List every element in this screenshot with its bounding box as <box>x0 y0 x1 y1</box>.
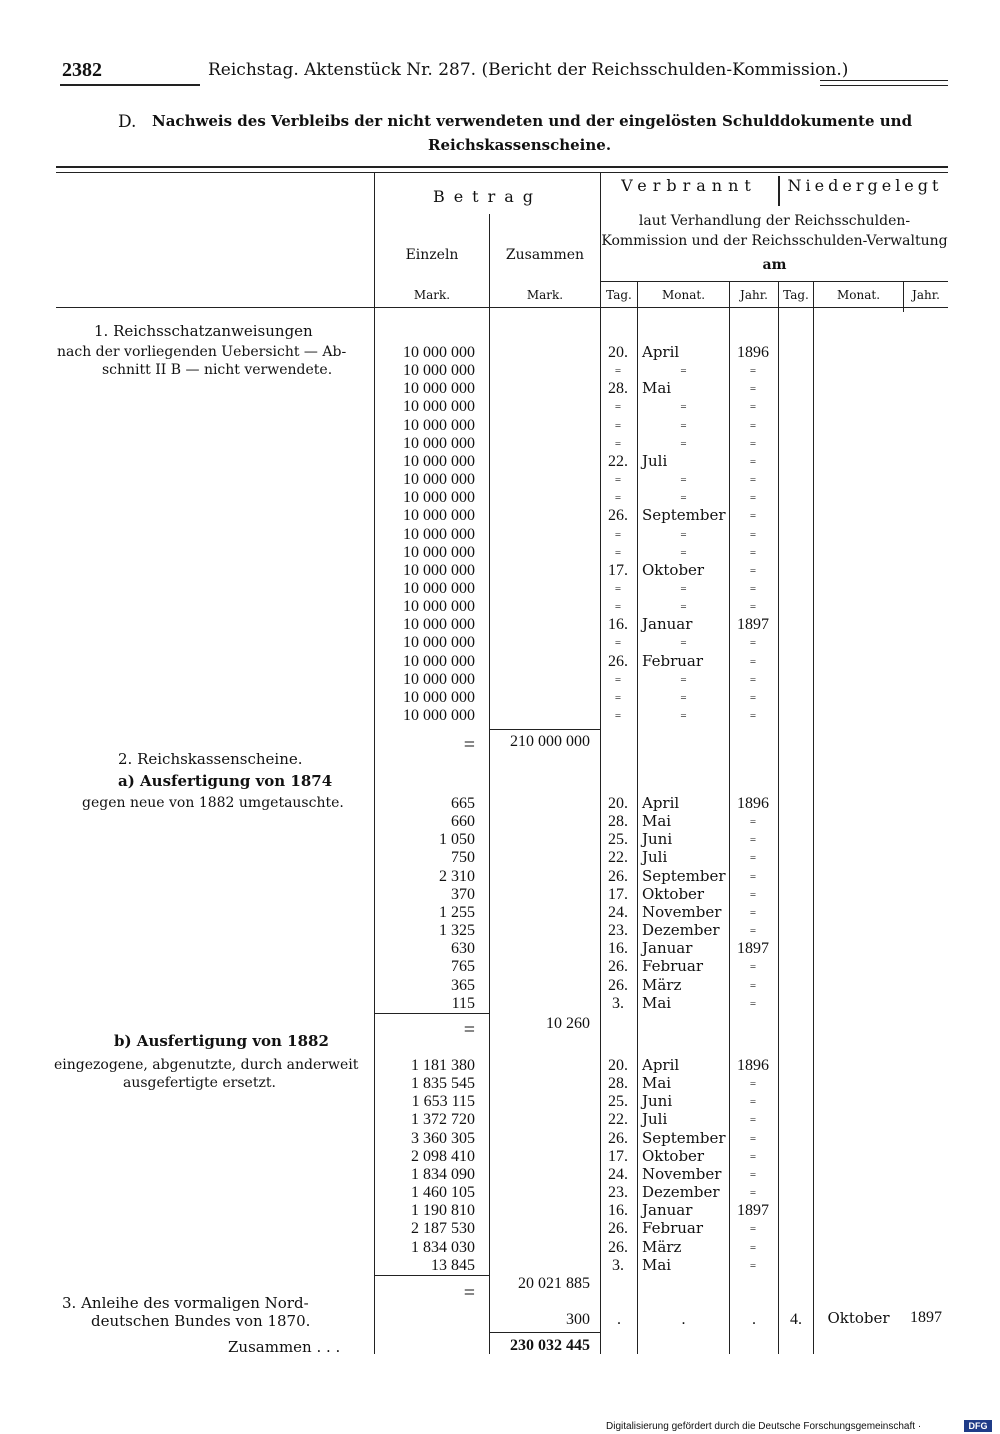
cell-monat: April <box>642 1056 680 1074</box>
cell-monat: Mai <box>642 812 672 831</box>
cell-monat: April <box>642 343 680 361</box>
cell-jahr: = <box>749 564 757 577</box>
betrag-rule <box>490 214 600 215</box>
cell-tag: 17. <box>608 885 628 903</box>
header-laut-line1: laut Verhandlung der Reichsschulden- <box>638 213 911 229</box>
section3-verbrannt-monat: . <box>681 1311 686 1328</box>
cell-monat: = <box>680 601 687 614</box>
cell-tag: 28. <box>608 813 628 831</box>
grand-total-value: 230 032 445 <box>510 1337 590 1354</box>
header-bottom-rule <box>56 307 948 308</box>
cell-monat: = <box>680 437 687 450</box>
cell-tag: = <box>614 601 622 614</box>
section2b-total: 20 021 885 <box>518 1275 590 1292</box>
cell-einzeln: 10 000 000 <box>403 634 475 652</box>
cell-tag: 26. <box>608 1238 628 1256</box>
cell-einzeln: 665 <box>451 795 475 812</box>
header-niedergelegt: Niedergelegt <box>787 176 943 195</box>
cell-monat: Januar <box>642 1201 693 1220</box>
grand-total-rule <box>490 1332 600 1333</box>
section2-sub-a: a) Ausfertigung von 1874 <box>118 772 333 790</box>
cell-jahr: = <box>749 655 757 668</box>
header-tag-2: Tag. <box>783 288 809 302</box>
cell-tag: 25. <box>608 1093 628 1111</box>
cell-jahr: 1896 <box>737 795 769 812</box>
cell-monat: = <box>680 710 687 722</box>
section3-zusammen: 300 <box>566 1311 590 1328</box>
cell-tag: 26. <box>608 867 628 885</box>
cell-tag: 16. <box>608 1202 628 1220</box>
cell-tag: 22. <box>608 452 628 470</box>
header-laut-line2: Kommission und der Reichsschulden-Verwaltung <box>601 233 948 249</box>
cell-monat: Januar <box>642 615 693 634</box>
cell-einzeln: 370 <box>451 885 475 903</box>
cell-einzeln: 10 000 000 <box>403 561 475 579</box>
cell-einzeln: 2 310 <box>439 867 475 885</box>
cell-tag: 16. <box>608 616 628 634</box>
cell-jahr: = <box>749 870 757 883</box>
cell-monat: Januar <box>642 939 693 958</box>
col-line-tag2-left <box>778 282 779 1354</box>
cell-monat: Mai <box>642 1074 672 1093</box>
cell-monat: = <box>680 419 687 432</box>
section2b-total-rule <box>375 1275 489 1276</box>
section1-total-mark: = <box>463 734 475 756</box>
cell-tag: 26. <box>608 652 628 670</box>
cell-tag: = <box>614 437 622 450</box>
cell-tag: 26. <box>608 976 628 994</box>
cell-monat: = <box>680 401 687 414</box>
cell-einzeln: 1 835 545 <box>411 1075 475 1093</box>
cell-tag: 25. <box>608 831 628 849</box>
header-verbrannt: Verbrannt <box>621 176 757 195</box>
cell-einzeln: 2 187 530 <box>411 1220 475 1238</box>
cell-einzeln: 10 000 000 <box>403 452 475 470</box>
cell-einzeln: 10 000 000 <box>403 579 475 597</box>
cell-einzeln: 1 181 380 <box>411 1057 475 1074</box>
section2-sub-b-desc1: eingezogene, abgenutzte, durch anderweit <box>54 1057 359 1073</box>
cell-tag: 24. <box>608 903 628 921</box>
table-top-rule-thin <box>56 172 948 173</box>
cell-tag: 20. <box>608 1057 628 1074</box>
cell-jahr: = <box>749 852 757 865</box>
col-line-zusammen-left <box>489 214 490 1354</box>
cell-jahr: = <box>749 834 757 847</box>
cell-monat: = <box>680 492 687 505</box>
cell-monat: = <box>680 365 687 378</box>
cell-monat: Mai <box>642 993 672 1012</box>
cell-monat: Juli <box>642 1110 668 1129</box>
cell-tag: = <box>614 401 622 414</box>
header-betrag: Betrag <box>432 187 543 206</box>
section2b-total-mark: = <box>463 1282 475 1304</box>
section2-sub-b: b) Ausfertigung von 1882 <box>114 1032 329 1050</box>
cell-tag: 28. <box>608 1075 628 1093</box>
cell-jahr: = <box>749 1114 757 1127</box>
cell-tag: 17. <box>608 561 628 579</box>
cell-jahr: = <box>749 1096 757 1109</box>
cell-monat: Juni <box>642 830 673 849</box>
cell-monat: September <box>642 866 726 885</box>
grand-total-label: Zusammen . . . <box>228 1338 341 1356</box>
cell-einzeln: 10 000 000 <box>403 525 475 543</box>
cell-tag: = <box>614 528 622 541</box>
cell-jahr: 1896 <box>737 1057 769 1074</box>
cell-jahr: 1897 <box>737 1202 769 1220</box>
cell-jahr: = <box>749 1241 757 1254</box>
cell-einzeln: 365 <box>451 976 475 994</box>
section3-verbrannt-jahr: . <box>752 1311 756 1328</box>
cell-tag: 17. <box>608 1147 628 1165</box>
cell-monat: = <box>680 474 687 487</box>
cell-monat: März <box>642 1237 682 1256</box>
cell-einzeln: 3 360 305 <box>411 1129 475 1147</box>
section-letter: D. <box>118 112 137 132</box>
cell-einzeln: 1 325 <box>439 922 475 940</box>
cell-tag: 26. <box>608 1220 628 1238</box>
cell-tag: 20. <box>608 795 628 812</box>
section1-desc-line2: schnitt II B — nicht verwendete. <box>102 362 333 378</box>
header-am: am <box>762 257 787 273</box>
cell-tag: 3. <box>612 1256 624 1274</box>
cell-jahr: = <box>749 510 757 523</box>
cell-jahr: = <box>749 925 757 938</box>
cell-einzeln: 10 000 000 <box>403 688 475 706</box>
cell-einzeln: 10 000 000 <box>403 616 475 634</box>
cell-einzeln: 630 <box>451 940 475 958</box>
header-rule-right <box>820 80 948 81</box>
cell-jahr: 1896 <box>737 344 769 361</box>
cell-jahr: = <box>749 365 757 378</box>
cell-einzeln: 10 000 000 <box>403 344 475 361</box>
table-top-rule <box>56 166 948 168</box>
cell-tag: 26. <box>608 507 628 525</box>
cell-monat: März <box>642 975 682 994</box>
cell-jahr: = <box>749 1078 757 1091</box>
cell-jahr: = <box>749 582 757 595</box>
header-mark-zusammen: Mark. <box>526 288 564 302</box>
cell-tag: = <box>614 691 622 704</box>
cell-jahr: = <box>749 401 757 414</box>
cell-tag: 26. <box>608 958 628 976</box>
header-einzeln: Einzeln <box>405 247 459 263</box>
section3-heading-line2: deutschen Bundes von 1870. <box>91 1312 311 1330</box>
page-number: 2382 <box>62 59 102 81</box>
cell-tag: = <box>614 474 622 487</box>
cell-monat: = <box>680 637 687 650</box>
cell-jahr: = <box>749 1187 757 1200</box>
cell-monat: Oktober <box>642 884 705 903</box>
cell-monat: November <box>642 1164 722 1183</box>
cell-monat: Februar <box>642 1219 704 1238</box>
cell-jahr: = <box>749 1259 757 1272</box>
cell-jahr: = <box>749 1150 757 1163</box>
section2-sub-a-desc: gegen neue von 1882 umgetauschte. <box>82 795 344 811</box>
cell-monat: Februar <box>642 651 704 670</box>
cell-jahr: = <box>749 961 757 974</box>
cell-einzeln: 10 000 000 <box>403 489 475 507</box>
footer-credit: Digitalisierung gefördert durch die Deutsche Forschungsgemeinschaft · <box>606 1421 922 1432</box>
col-line-monat2-left <box>813 282 814 1354</box>
header-monat-2: Monat. <box>836 288 881 302</box>
cell-monat: = <box>680 582 687 595</box>
cell-tag: 26. <box>608 1129 628 1147</box>
cell-einzeln: 1 050 <box>439 831 475 849</box>
cell-jahr: = <box>749 1132 757 1145</box>
cell-tag: = <box>614 419 622 432</box>
cell-jahr: = <box>749 710 757 722</box>
cell-jahr: = <box>749 528 757 541</box>
cell-einzeln: 1 653 115 <box>411 1093 475 1111</box>
cell-monat: Juni <box>642 1092 673 1111</box>
cell-tag: = <box>614 546 622 559</box>
cell-jahr: = <box>749 888 757 901</box>
cell-einzeln: 1 372 720 <box>411 1111 475 1129</box>
cell-jahr: = <box>749 474 757 487</box>
cell-tag: 28. <box>608 380 628 398</box>
cell-einzeln: 765 <box>451 958 475 976</box>
cell-tag: = <box>614 673 622 686</box>
cell-einzeln: 13 845 <box>431 1256 475 1274</box>
cell-jahr: = <box>749 637 757 650</box>
cell-monat: = <box>680 691 687 704</box>
cell-jahr: 1897 <box>737 940 769 958</box>
header-monat-1: Monat. <box>661 288 706 302</box>
cell-einzeln: 10 000 000 <box>403 507 475 525</box>
cell-jahr: = <box>749 419 757 432</box>
cell-jahr: = <box>749 1223 757 1236</box>
cell-einzeln: 10 000 000 <box>403 707 475 724</box>
cell-jahr: = <box>749 437 757 450</box>
section3-jahr: 1897 <box>910 1309 942 1326</box>
header-zusammen: Zusammen <box>505 247 585 263</box>
cell-einzeln: 750 <box>451 849 475 867</box>
cell-tag: = <box>614 710 622 722</box>
dfg-logo: DFG <box>964 1420 992 1432</box>
cell-einzeln: 1 255 <box>439 903 475 921</box>
header-jahr-1: Jahr. <box>740 288 768 302</box>
cell-einzeln: 1 834 030 <box>411 1238 475 1256</box>
section2a-total: 10 260 <box>546 1015 590 1032</box>
section3-heading-line1: 3. Anleihe des vormaligen Nord- <box>62 1294 309 1312</box>
cell-tag: 22. <box>608 849 628 867</box>
cell-jahr: = <box>749 546 757 559</box>
cell-jahr: = <box>749 979 757 992</box>
cell-tag: 20. <box>608 344 628 361</box>
cell-monat: Februar <box>642 957 704 976</box>
cell-monat: September <box>642 1128 726 1147</box>
cell-jahr: = <box>749 455 757 468</box>
running-title: Reichstag. Aktenstück Nr. 287. (Bericht der Reichsschulden-Kommission.) <box>208 60 849 80</box>
cell-jahr: = <box>749 601 757 614</box>
cell-jahr: = <box>749 816 757 829</box>
section-title-line2: Reichskassenscheine. <box>428 136 612 154</box>
cell-jahr: = <box>749 691 757 704</box>
cell-jahr: = <box>749 673 757 686</box>
section2a-total-mark: = <box>463 1019 475 1041</box>
cell-einzeln: 1 460 105 <box>411 1184 475 1202</box>
cell-einzeln: 10 000 000 <box>403 398 475 416</box>
cell-monat: = <box>680 546 687 559</box>
cell-tag: 24. <box>608 1165 628 1183</box>
cell-monat: April <box>642 794 680 812</box>
cell-monat: = <box>680 528 687 541</box>
cell-einzeln: 10 000 000 <box>403 598 475 616</box>
cell-jahr: 1897 <box>737 616 769 634</box>
section1-desc-line1: nach der vorliegenden Uebersicht — Ab- <box>57 344 347 360</box>
header-tag-1: Tag. <box>606 288 632 302</box>
cell-einzeln: 1 834 090 <box>411 1165 475 1183</box>
cell-einzeln: 10 000 000 <box>403 652 475 670</box>
header-unit-rule <box>601 281 948 282</box>
cell-tag: 22. <box>608 1111 628 1129</box>
cell-jahr: = <box>749 1168 757 1181</box>
cell-einzeln: 10 000 000 <box>403 434 475 452</box>
section1-total-rule <box>490 729 600 730</box>
cell-einzeln: 660 <box>451 813 475 831</box>
header-rule-left <box>60 84 200 86</box>
section1-total: 210 000 000 <box>510 733 590 750</box>
cell-jahr: = <box>749 492 757 505</box>
cell-einzeln: 10 000 000 <box>403 543 475 561</box>
cell-tag: 16. <box>608 940 628 958</box>
cell-monat: Mai <box>642 379 672 398</box>
cell-einzeln: 1 190 810 <box>411 1202 475 1220</box>
cell-monat: Juli <box>642 848 668 867</box>
cell-tag: 23. <box>608 1184 628 1202</box>
cell-monat: September <box>642 506 726 525</box>
cell-einzeln: 10 000 000 <box>403 416 475 434</box>
cell-tag: = <box>614 582 622 595</box>
cell-einzeln: 10 000 000 <box>403 670 475 688</box>
cell-tag: = <box>614 365 622 378</box>
cell-jahr: = <box>749 383 757 396</box>
cell-einzeln: 10 000 000 <box>403 380 475 398</box>
cell-tag: = <box>614 492 622 505</box>
cell-monat: Mai <box>642 1255 672 1274</box>
section3-verbrannt-tag: . <box>617 1311 621 1328</box>
cell-tag: 23. <box>608 922 628 940</box>
cell-monat: Oktober <box>642 1146 705 1165</box>
cell-monat: Dezember <box>642 1183 720 1202</box>
cell-jahr: = <box>749 906 757 919</box>
cell-monat: Dezember <box>642 921 720 940</box>
cell-einzeln: 10 000 000 <box>403 362 475 380</box>
section2a-total-rule <box>375 1013 489 1014</box>
section1-heading: 1. Reichsschatzanweisungen <box>94 322 313 340</box>
cell-einzeln: 2 098 410 <box>411 1147 475 1165</box>
header-jahr-2: Jahr. <box>912 288 940 302</box>
cell-tag: 3. <box>612 994 624 1012</box>
section2-heading: 2. Reichskassenscheine. <box>118 750 303 768</box>
section3-tag: 4. <box>790 1311 802 1328</box>
section-title-line1: Nachweis des Verbleibs der nicht verwendeten und der eingelösten Schulddokumente und <box>152 112 913 130</box>
cell-tag: = <box>614 637 622 650</box>
section2-sub-b-desc2: ausgefertigte ersetzt. <box>123 1075 276 1091</box>
cell-monat: Juli <box>642 451 668 470</box>
cell-monat: = <box>680 673 687 686</box>
cell-monat: Oktober <box>642 560 705 579</box>
header-rule-right-2 <box>820 85 948 86</box>
cell-jahr: = <box>749 997 757 1010</box>
cell-monat: November <box>642 902 722 921</box>
cell-einzeln: 10 000 000 <box>403 471 475 489</box>
col-line-verbrannt-split <box>778 176 780 206</box>
section3-monat: Oktober <box>827 1309 890 1327</box>
header-mark-einzeln: Mark. <box>413 288 451 302</box>
cell-einzeln: 115 <box>451 994 475 1012</box>
